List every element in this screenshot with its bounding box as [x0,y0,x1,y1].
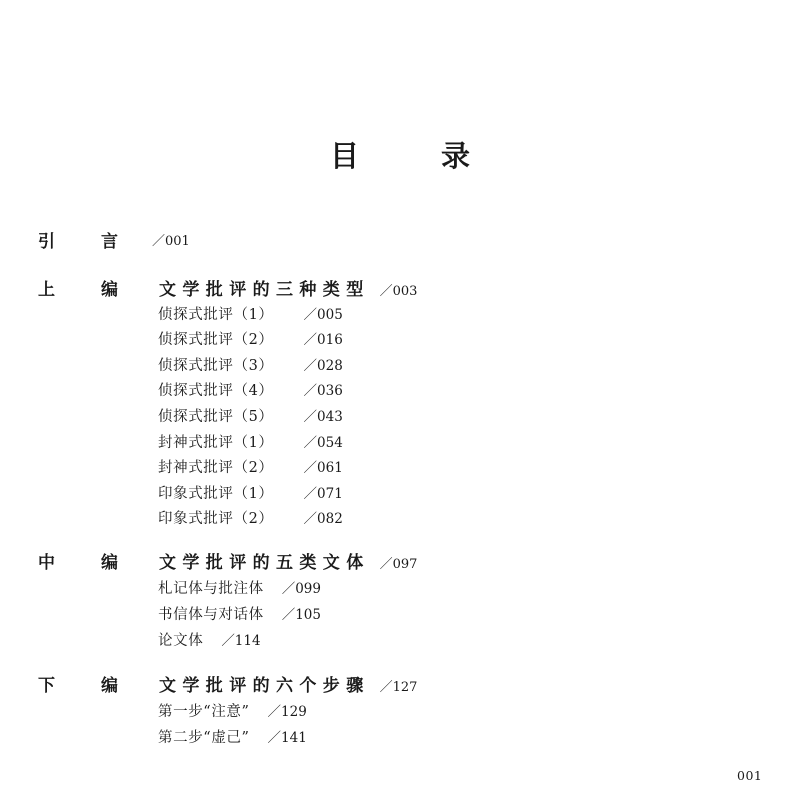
toc-part-3-label-2: 编 [101,676,118,696]
toc-part-2-heading-wrap [159,551,417,577]
toc-entry-page: ／082 [303,511,343,527]
toc-entry[interactable] [158,483,343,505]
toc-entry-page: ／028 [303,358,343,374]
toc-entry-title: 侦探式批评（1） [158,307,274,323]
toc-entry-title: 第二步“虚己” [158,730,250,746]
toc-entry-page: ／043 [303,409,343,425]
toc-part-1-label-2: 编 [101,280,118,300]
toc-part-3-label-1: 下 [38,676,55,696]
toc-title [0,138,800,174]
toc-entry-page: ／061 [303,460,343,476]
toc-entry[interactable] [158,604,321,626]
toc-intro-label-1: 引 [38,232,55,252]
toc-entry-page: ／099 [281,581,321,597]
toc-part-1-heading-wrap [159,278,417,304]
toc-part-1-label-1: 上 [38,280,55,300]
toc-part-2-label-1: 中 [38,553,55,573]
toc-intro-page: ／001 [152,234,190,249]
toc-entry[interactable] [158,380,343,402]
toc-title-char-1: 目 [330,139,360,173]
toc-part-2-heading: 文学批评的五类文体 [159,553,370,573]
toc-part-1[interactable] [38,278,578,302]
toc-entry[interactable] [158,630,261,652]
toc-part-3[interactable] [38,674,578,698]
toc-entry-title: 侦探式批评（3） [158,358,274,374]
toc-intro[interactable] [38,230,338,254]
toc-entry-title: 印象式批评（2） [158,511,274,527]
page-number: 001 [737,768,763,783]
toc-entry-page: ／071 [303,486,343,502]
toc-entry-title: 札记体与批注体 [158,581,264,597]
toc-entry-page: ／054 [303,435,343,451]
toc-entry-title: 封神式批评（2） [158,460,274,476]
toc-part-3-heading-wrap [159,674,417,700]
toc-entry[interactable] [158,701,307,723]
toc-entry[interactable] [158,457,343,479]
toc-entry-title: 侦探式批评（5） [158,409,274,425]
toc-title-char-2: 录 [441,139,471,173]
toc-entry[interactable] [158,578,321,600]
toc-part-3-heading: 文学批评的六个步骤 [159,676,370,696]
toc-part-1-heading: 文学批评的三种类型 [159,280,370,300]
toc-entry-title: 侦探式批评（2） [158,332,274,348]
toc-entry[interactable] [158,727,307,749]
toc-entry-title: 侦探式批评（4） [158,383,274,399]
toc-entry-page: ／129 [267,704,307,720]
toc-intro-label-2: 言 [101,232,118,252]
toc-entry[interactable] [158,329,343,351]
toc-entry-page: ／005 [303,307,343,323]
toc-entry[interactable] [158,304,343,326]
toc-entry-page: ／114 [221,633,261,649]
toc-entry-page: ／016 [303,332,343,348]
toc-part-2-label-2: 编 [101,553,118,573]
toc-part-1-page: ／003 [379,284,418,299]
toc-entry[interactable] [158,508,343,530]
toc-entry[interactable] [158,406,343,428]
toc-part-2[interactable] [38,551,578,575]
toc-part-3-page: ／127 [379,680,418,695]
toc-entry-page: ／141 [267,730,307,746]
toc-entry-title: 第一步“注意” [158,704,250,720]
toc-entry-page: ／036 [303,383,343,399]
toc-entry-title: 封神式批评（1） [158,435,274,451]
toc-entry[interactable] [158,355,343,377]
toc-entry[interactable] [158,432,343,454]
toc-entry-page: ／105 [281,607,321,623]
toc-entry-title: 论文体 [158,633,204,649]
toc-entry-title: 印象式批评（1） [158,486,274,502]
toc-entry-title: 书信体与对话体 [158,607,264,623]
toc-part-2-page: ／097 [379,557,418,572]
